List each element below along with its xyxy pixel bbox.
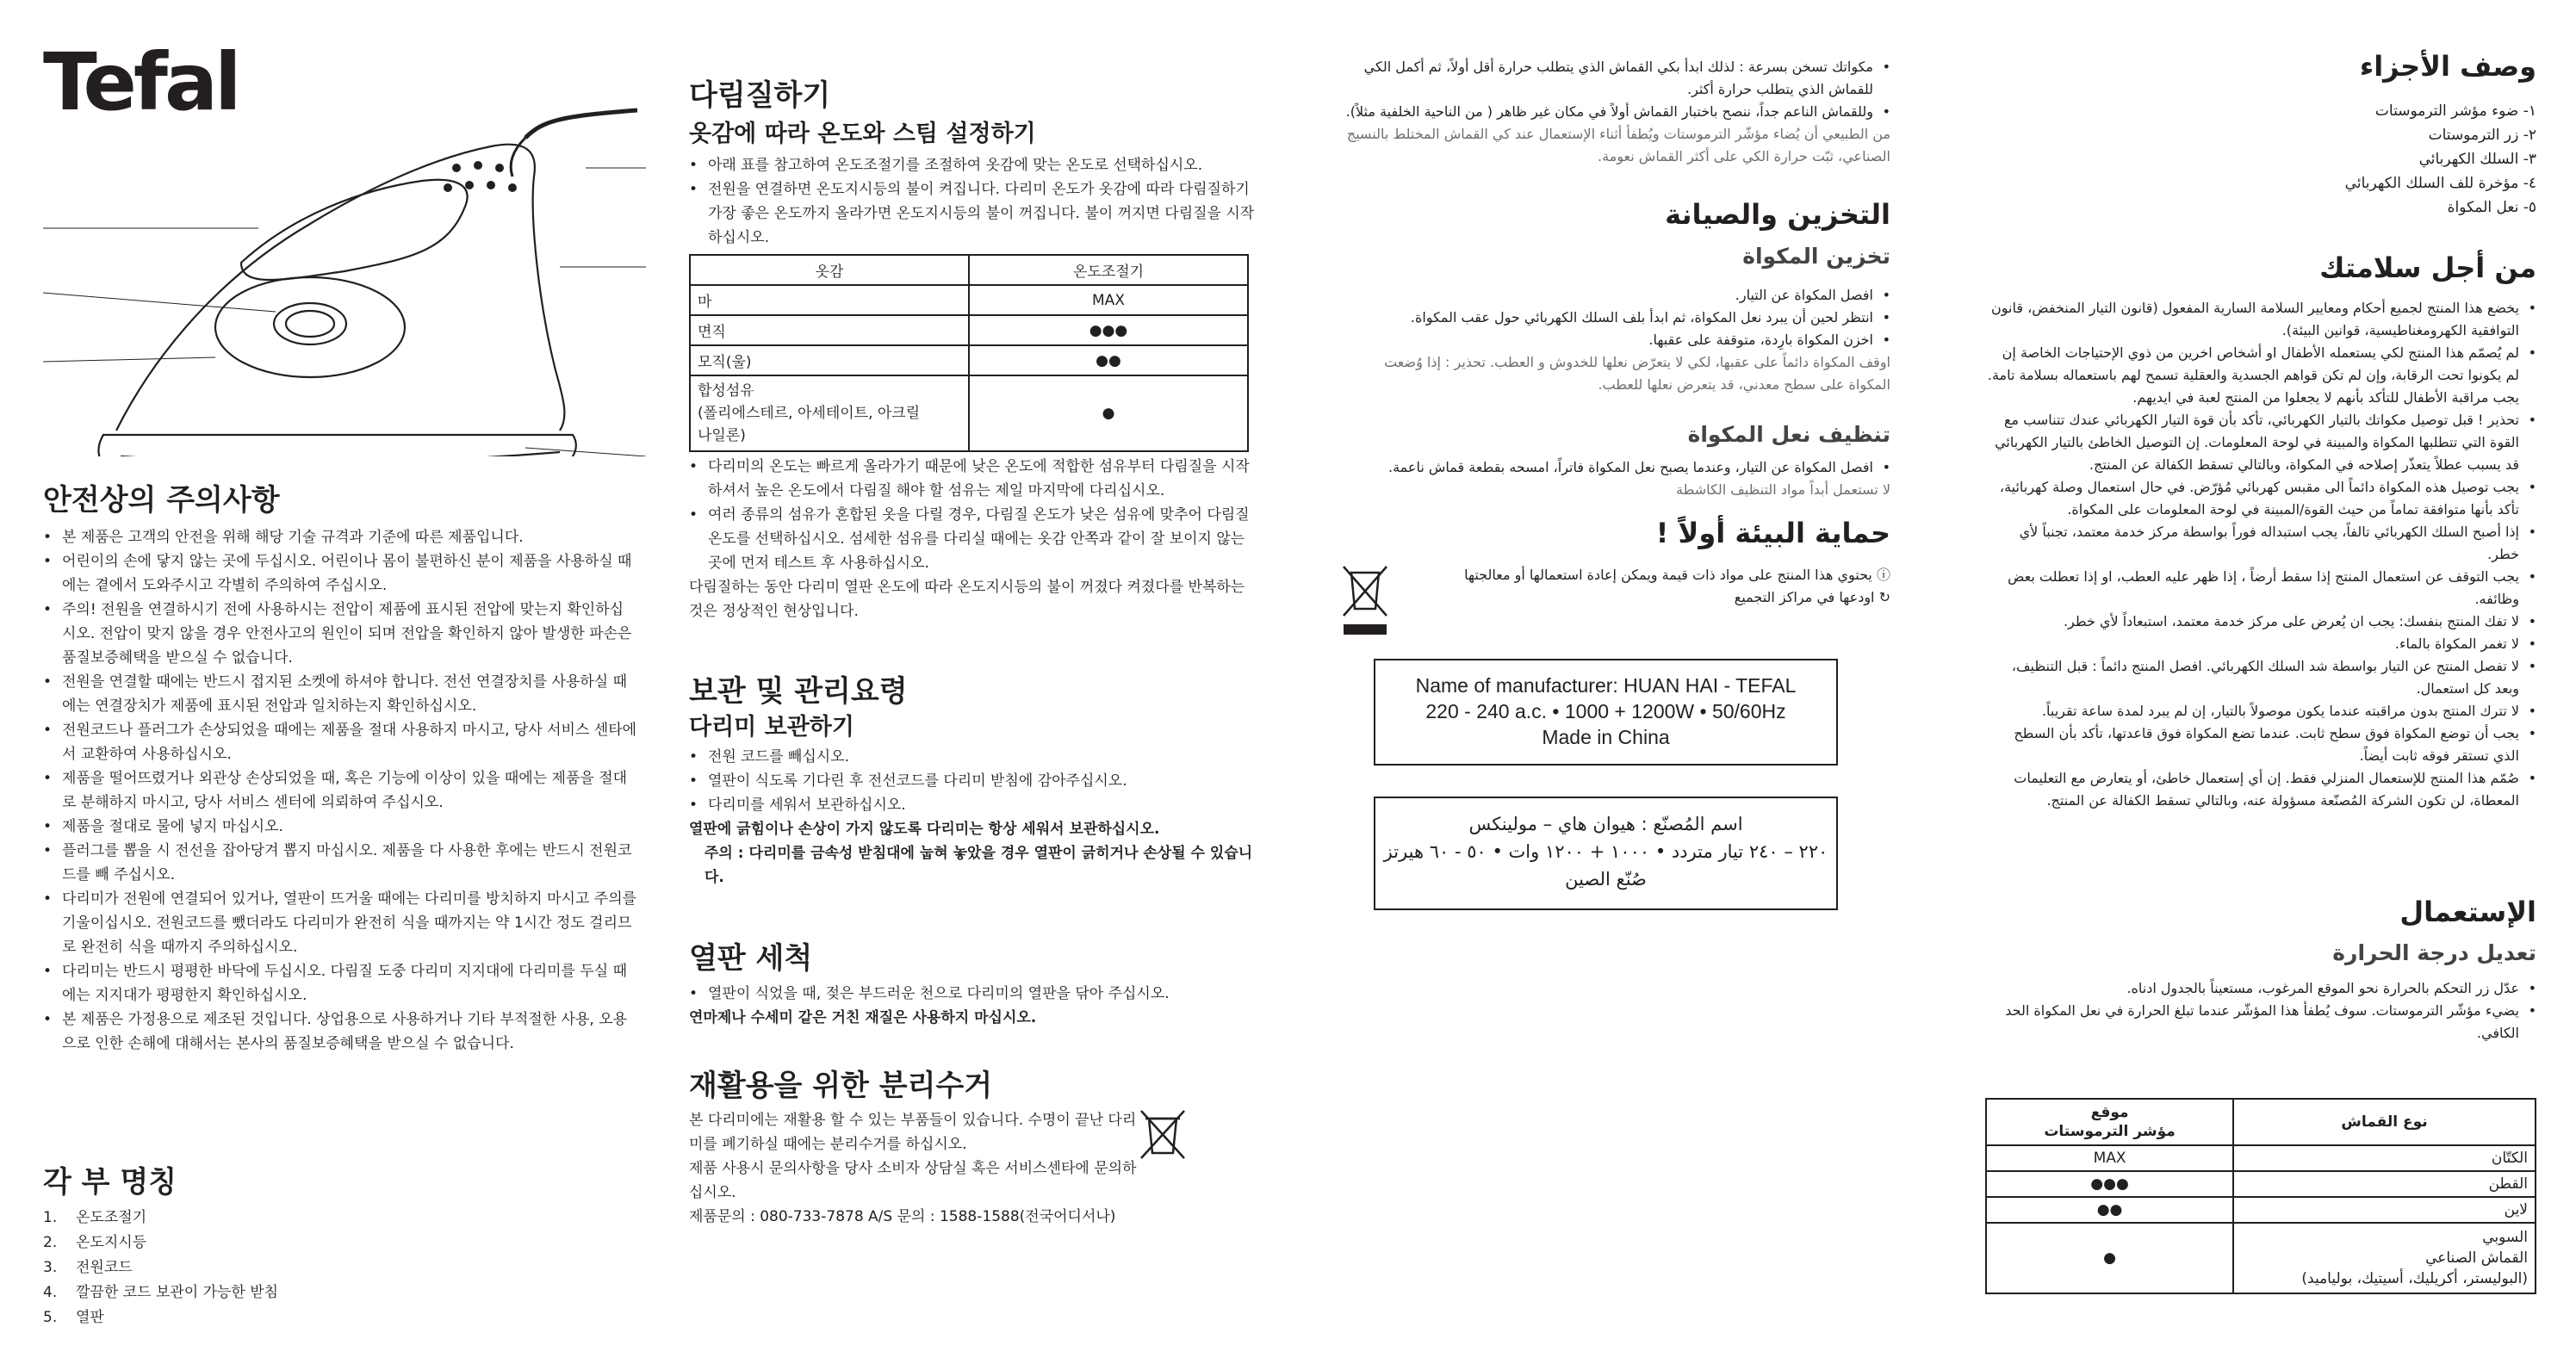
list-item: • افصل المكواة عن التيار، وعندما يصبح نعل المكواة فاتراً، امسحه بقطعة قماش ناعمة. (1339, 456, 1890, 479)
list-item: ٢- زر الترموستات (2428, 127, 2536, 144)
clean-title: تنظيف نعل المكواة (1687, 422, 1890, 447)
safety-title: 안전상의 주의사항 (43, 483, 280, 518)
ironing-note: 다림질하는 동안 다리미 열판 온도에 따라 온도지시등의 불이 꺼졌다 켜졌다를 반복하는 것은 정상적인 현상입니다. (689, 579, 1245, 620)
storage-title: التخزين والصيانة (1665, 198, 1890, 231)
temp-subtitle: تعديل درجة الحرارة (2332, 940, 2536, 965)
table-header: 온도조절기 (969, 255, 1248, 285)
storage-bold-note: 열판에 긁힘이나 손상이 가지 않도록 다리미는 항상 세워서 보관하십시오. (689, 821, 1160, 838)
parts-title: 각 부 명칭 (43, 1165, 177, 1200)
clean-bold-note: 연마제나 수세미 같은 거친 재질은 사용하지 마십시오. (689, 1009, 1037, 1026)
recycle-text (689, 1108, 1137, 1229)
storage-text (689, 745, 1257, 890)
list-item: • 전원 코드를 빼십시오. (689, 745, 1257, 769)
safety-item: • 본 제품은 가정용으로 제조된 것입니다. 상업용으로 사용하거나 기타 부적절한 사용, 오용으로 인한 손해에 대해서는 본사의 품질보증혜택을 받으실 수 없습니다. (43, 1008, 637, 1056)
list-item: 5. 열판 (43, 1309, 104, 1326)
table-header: موقع مؤشر الترموستات (1986, 1099, 2233, 1145)
safety-item: • تحذير ! قبل توصيل مكواتك بالتيار الكهربائي، تأكد بأن قوة التيار الكهربائي عندك تتناسب مع القوة التي تتطلبها المكواة والمبينة في لوحة المعلومات. إن التوصيل الخاطئ بالتيار الكهربائي قد يسبب عطلاً يتعذّر إصلاحه في المكواة، وبالتالي تسقط الكفالة عن المنتج. (1985, 409, 2536, 476)
list-item: • اخزن المكواة بارِدة، متوقفة على عقبها. (1339, 329, 1890, 351)
contact-paragraph: 제품 사용시 문의사항을 당사 소비자 상담실 혹은 서비스센타에 문의하십시오. (689, 1160, 1137, 1201)
list-item: • يضيء مؤشّر الترموستات. سوف يُطفأ هذا المؤشّر عندما تبلغ الحرارة في نعل المكواة الحد الكافي. (1985, 1000, 2536, 1045)
list-item: ٤- مؤخرة للف السلك الكهربائي (2344, 175, 2536, 192)
list-item: 3. 전원코드 (43, 1259, 133, 1276)
list-item: • عدّل زر التحكم بالحرارة نحو الموقع المرغوب، مستعيناً بالجدول ادناه. (1985, 977, 2536, 1000)
table-row: 합성섬유 (폴리에스테르, 아세테이트, 아크릴 나일론) ● (690, 375, 1248, 451)
list-item: • 열판이 식었을 때, 젖은 부드러운 천으로 다리미의 열판을 닦아 주십시오. (689, 982, 1257, 1006)
safety-list (43, 525, 637, 1056)
recycle-icon: ↻ (1874, 589, 1890, 605)
temperature-table (1985, 1098, 2536, 1294)
table-row: 면직 ●●● (690, 315, 1248, 345)
storage-subtitle: 다리미 보관하기 (689, 714, 854, 741)
list-item: • 열판이 식도록 기다린 후 전선코드를 다리미 받침에 감아주십시오. (689, 769, 1257, 793)
ironing-title: 다림질하기 (689, 78, 831, 113)
list-item: ↻ اودعها في مراكز التجميع (1734, 589, 1890, 605)
safety-item: • 전원코드나 플러그가 손상되었을 때에는 제품을 절대 사용하지 마시고, 당사 서비스 센타에서 교환하여 사용하십시오. (43, 718, 637, 766)
environment-text (1408, 564, 1890, 609)
safety-item: • لا تغمر المكواة بالماء. (1985, 633, 2536, 655)
temp-subtitle: 옷감에 따라 온도와 스팀 설정하기 (689, 121, 1036, 147)
table-row: 마 MAX (690, 285, 1248, 315)
list-item: • 다리미를 세워서 보관하십시오. (689, 793, 1257, 817)
recycle-paragraph: 본 다리미에는 재활용 할 수 있는 부품들이 있습니다. 수명이 끝난 다리미를 폐기하실 때에는 분리수거를 하십시오. (689, 1112, 1137, 1153)
storage-subtitle: تخزين المكواة (1742, 244, 1890, 269)
table-header: 옷감 (690, 255, 969, 285)
clean-title: 열판 세척 (689, 941, 813, 976)
safety-title: من أجل سلامتك (2319, 251, 2536, 284)
parts-list (43, 1206, 278, 1330)
safety-item: • لا تفك المنتج بنفسك: يجب ان يُعرض على مركز خدمة معتمد، استبعاداً لأي خطر. (1985, 611, 2536, 633)
list-item: • مكواتك تسخن بسرعة : لذلك ابدأ بكي القماش الذي يتطلب حرارة أقل أولاً، ثم أكمل الكي للقماش الذي يتطلب حرارة أكثر. (1339, 56, 1890, 101)
list-item: • وللقماش الناعم جداً، ننصح باختبار القماش أولاً في مكان غير ظاهر ( من الناحية الخلفية مثلاً). (1339, 101, 1890, 123)
rating-label-ar: اسم المُصنّع : هيوان هاي – مولينكس ٢٢٠ – ٢٤٠ تيار متردد • ١٠٠٠ + ١٢٠٠ وات • ٥٠ - ٦٠ هيرتز صُنّع الصين (1374, 797, 1838, 910)
crossed-bin-icon (1339, 564, 1391, 642)
parts-title: وصف الأجزاء (2359, 50, 2536, 83)
clean-text (689, 982, 1257, 1030)
table-header: نوع القماش (2233, 1099, 2536, 1145)
list-item: 1. 온도조절기 (43, 1209, 147, 1226)
temp-bullets (1985, 977, 2536, 1045)
safety-item: • 어린이의 손에 닿지 않는 곳에 두십시오. 어린이나 몸이 불편하신 분이 제품을 사용하실 때에는 곁에서 도와주시고 각별히 주의하여 주십시오. (43, 549, 637, 598)
safety-item: • 제품을 떨어뜨렸거나 외관상 손상되었을 때, 혹은 기능에 이상이 있을 때에는 제품을 절대로 분해하지 마시고, 당사 서비스 센터에 의뢰하여 주십시오. (43, 766, 637, 815)
list-item: • 전원을 연결하면 온도지시등의 불이 켜집니다. 다리미 온도가 옷감에 따라 다림질하기 가장 좋은 온도까지 올라가면 온도지시등의 불이 꺼집니다. 불이 꺼지면 다림질을 시작하십시오. (689, 177, 1257, 250)
top-notes (1339, 56, 1890, 168)
crossed-bin-icon (1137, 1107, 1189, 1162)
table-row: السوبي القماش الصناعي (البوليستر، أكريليك، أسيتيك، بولياميد) ● (1986, 1223, 2536, 1293)
grey-note: لا تستعمل أبداً مواد التنظيف الكاشطة (1676, 481, 1890, 498)
recycle-title: 재활용을 위한 분리수거 (689, 1069, 993, 1103)
use-title: الإستعمال (2399, 896, 2536, 928)
safety-item: • لا تفصل المنتج عن التيار بواسطة شد السلك الكهربائي. افصل المنتج دائماً : قبل التنظيف، وبعد كل استعمال. (1985, 655, 2536, 700)
list-item: • 여러 종류의 섬유가 혼합된 옷을 다릴 경우, 다림질 온도가 낮은 섬유에 맞추어 다림질 온도를 선택하십시오. 섬세한 섬유를 다리실 때에는 옷감 안쪽과 같이 잘 보이지 않는 곳에 먼저 테스트 후 사용하십시오. (689, 503, 1257, 575)
safety-item: • يجب أن توضع المكواة فوق سطح ثابت. عندما تضع المكواة فوق قاعدتها، تأكد بأن السطح الذي تستقر فوقه ثابت أيضاً. (1985, 722, 2536, 767)
safety-list (1985, 297, 2536, 812)
parts-list (1985, 99, 2536, 220)
safety-item: • 다리미가 전원에 연결되어 있거나, 열판이 뜨거울 때에는 다리미를 방치하지 마시고 주의를 기울이십시오. 전원코드를 뺐더라도 다리미가 완전히 식을 때까지는 약 1시간 정도 걸리므로 완전히 식을 때까지 주의하십시오. (43, 887, 637, 959)
list-item: 2. 온도지시등 (43, 1234, 147, 1251)
clean-text (1339, 456, 1890, 501)
temp-bullets (689, 153, 1257, 250)
temperature-table (689, 254, 1249, 452)
iron-illustration (43, 86, 646, 456)
safety-item: • 다리미는 반드시 평평한 바닥에 두십시오. 다림질 도중 다리미 지지대에 다리미를 두실 때에는 지지대가 평평한지 확인하십시오. (43, 959, 637, 1008)
list-item: ١- ضوء مؤشر الترموستات (2374, 102, 2536, 120)
list-item: ⓘ يحتوي هذا المنتج على مواد ذات قيمة ويمكن إعادة استعمالها أو معالجتها (1464, 567, 1890, 583)
table-row: القطن ●●● (1986, 1171, 2536, 1197)
list-item: 4. 깔끔한 코드 보관이 가능한 받침 (43, 1284, 279, 1301)
list-item: ٣- السلك الكهربائي (2418, 151, 2536, 168)
safety-item: • إذا أصبح السلك الكهربائي تالفاً، يجب استبداله فوراً بواسطة مركز خدمة معتمد، تجنباً لأي خطر. (1985, 521, 2536, 566)
after-table-text (689, 455, 1257, 623)
list-item: ٥- نعل المكواة (2447, 199, 2536, 216)
table-row: الكتّان MAX (1986, 1145, 2536, 1171)
grey-note: اوقف المكواة دائماً على عقبها، لكي لا يتعرّض نعلها للخدوش و العطب. تحذير : إذا وُضعت المكواة على سطح معدني، قد يتعرض نعلها للعطب. (1384, 354, 1890, 393)
safety-item: • صُمّم هذا المنتج للإستعمال المنزلي فقط. إن أي إستعمال خاطئ، أو يتعارض مع التعليمات المعطاة، لن تكون الشركة المُصنّعة مسؤولة عنه، وبالتالي تسقط الكفالة عن المنتج. (1985, 767, 2536, 812)
phone-paragraph: 제품문의 : 080-733-7878 A/S 문의 : 1588-1588(전국어디서나) (689, 1208, 1116, 1225)
grey-note: من الطبيعي أن يُضاء مؤشّر الترموستات ويُطفأ أثناء الإستعمال عند كي القماش المختلط بالنسيج الصناعي، ثبّت حرارة الكي على أكثر القماش نعومة. (1346, 126, 1890, 164)
list-item: • انتظر لحين أن يبرد نعل المكواة، ثم ابدأ بلف السلك الكهربائي حول عقب المكواة. (1339, 307, 1890, 329)
safety-item: • 본 제품은 고객의 안전을 위해 해당 기술 규격과 기준에 따른 제품입니다. (43, 525, 637, 549)
table-row: 모직(울) ●● (690, 345, 1248, 375)
list-item: • 다리미의 온도는 빠르게 올라가기 때문에 낮은 온도에 적합한 섬유부터 다림질을 시작하셔서 높은 온도에서 다림질 해야 할 섬유는 제일 마지막에 다리십시오. (689, 455, 1257, 503)
environment-title: حماية البيئة أولاً ! (1655, 517, 1890, 549)
storage-text (1339, 284, 1890, 396)
storage-warning: 주의 : 다리미를 금속성 받침대에 눕혀 놓았을 경우 열판이 긁히거나 손상될 수 있습니다. (705, 845, 1253, 886)
safety-item: • يجب توصيل هذه المكواة دائماً الى مقبس كهربائي مُؤرّض. في حال استعمال وصلة كهربائية، تأكد بأنها متوافقة تماماً من حيث القوة/المبينة في لوحة المعلومات على المكواة. (1985, 476, 2536, 521)
storage-title: 보관 및 관리요령 (689, 674, 908, 709)
safety-item: • لا تترك المنتج بدون مراقبته عندما يكون موصولاً بالتيار، إن لم يبرد لمدة ساعة تقريباً. (1985, 700, 2536, 722)
safety-item: • 제품을 절대로 물에 넣지 마십시오. (43, 815, 637, 839)
info-icon: ⓘ (1871, 567, 1890, 583)
tefal-logo: Tefal (43, 36, 239, 128)
list-item: • افصل المكواة عن التيار. (1339, 284, 1890, 307)
safety-item: • لم يُصمّم هذا المنتج لكي يستعمله الأطفال او أشخاص اخرين من ذوي الإحتياجات الخاصة إن لم يكونوا تحت الرقابة، وإن لم تكن قواهم الجسدية والعقلية تسمح لهم باستعماله بسلامة تامة. يجب مراقبة الأطفال للتأكد بأنهم لا يجعلوا من المنتج لعبة في ايديهم. (1985, 342, 2536, 409)
list-item: • 아래 표를 참고하여 온도조절기를 조절하여 옷감에 맞는 온도로 선택하십시오. (689, 153, 1257, 177)
safety-item: • 플러그를 뽑을 시 전선을 잡아당겨 뽑지 마십시오. 제품을 다 사용한 후에는 반드시 전원코드를 빼 주십시오. (43, 839, 637, 887)
table-row: لاين ●● (1986, 1197, 2536, 1223)
safety-item: • 전원을 연결할 때에는 반드시 접지된 소켓에 하셔야 합니다. 전선 연결장치를 사용하실 때에는 연결장치가 제품에 표시된 전압과 일치하는지 확인하십시오. (43, 670, 637, 718)
rating-label-en: Name of manufacturer: HUAN HAI - TEFAL 220 - 240 a.c. • 1000 + 1200W • 50/60Hz Made in China (1374, 659, 1838, 766)
safety-item: • يخضع هذا المنتج لجميع أحكام ومعايير السلامة السارية المفعول (قانون التيار المنخفض، قانون التوافقية الكهرومغناطيسية، قوانين البيئة). (1985, 297, 2536, 342)
safety-item: • يجب التوقف عن استعمال المنتج إذا سقط أرضاً ، إذا ظهر عليه العطب، او إذا تعطلت بعض وظائفه. (1985, 566, 2536, 611)
safety-item: • 주의! 전원을 연결하시기 전에 사용하시는 전압이 제품에 표시된 전압에 맞는지 확인하십시오. 전압이 맞지 않을 경우 안전사고의 원인이 되며 전압을 확인하지 않아 발생한 파손은 품질보증혜택을 받으실 수 없습니다. (43, 598, 637, 670)
